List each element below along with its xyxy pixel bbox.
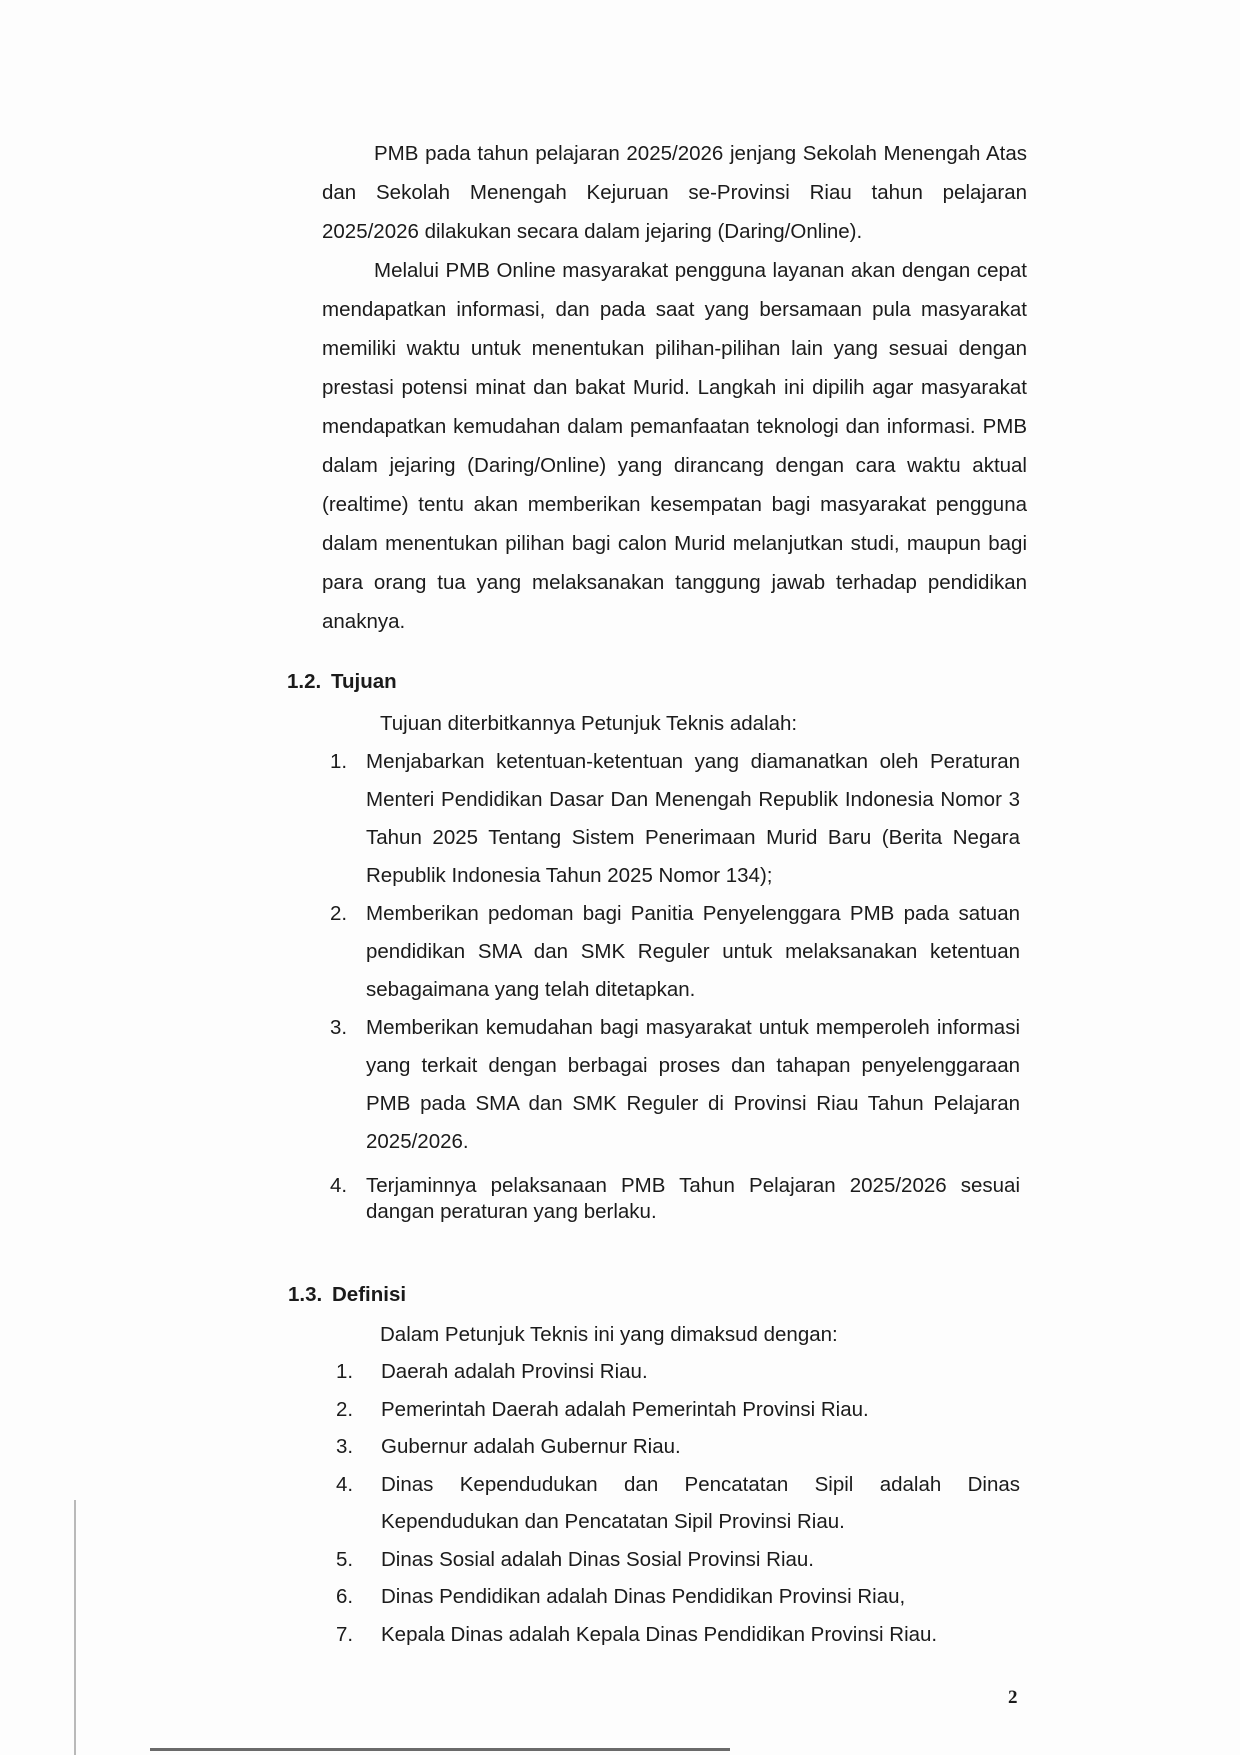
list-number: 2. — [336, 1397, 354, 1421]
section-number: 1.3. — [288, 1283, 323, 1306]
list-item — [336, 1353, 1020, 1391]
list-text: Pemerintah Daerah adalah Pemerintah Provinsi Riau. — [381, 1397, 869, 1421]
list-number: 3. — [336, 1435, 354, 1458]
page-number: 2 — [1008, 1687, 1018, 1708]
list-text: Dinas Kependudukan dan Pencatatan Sipil adalah Dinas Kependudukan dan Pencatatan Sipil Provinsi Riau. — [381, 1472, 1020, 1533]
list-text: Dinas Sosial adalah Dinas Sosial Provinsi Riau. — [381, 1547, 814, 1571]
list-text: Gubernur adalah Gubernur Riau. — [381, 1435, 681, 1458]
list-text: Memberikan pedoman bagi Panitia Penyelenggara PMB pada satuan pendidikan SMA dan SMK Reguler untuk melaksanakan ketentuan sebagaimana yang telah ditetapkan. — [366, 902, 1020, 1001]
list-text: Kepala Dinas adalah Kepala Dinas Pendidikan Provinsi Riau. — [381, 1622, 938, 1646]
list-item — [330, 1173, 1020, 1225]
section-title: Definisi — [332, 1283, 407, 1306]
list-number: 4. — [330, 1174, 348, 1197]
list-number: 3. — [330, 1016, 348, 1039]
paragraph-intro-2: Melalui PMB Online masyarakat pengguna layanan akan dengan cepat mendapatkan informasi, dan pada saat yang bersamaan pula masyarakat memiliki waktu untuk menentukan pilihan-pilihan lain yang sesuai dengan prestasi potensi minat dan bakat Murid. Langkah ini dipilih agar masyarakat mendapatkan kemudahan dalam pemanfaatan teknologi dan informasi. PMB dalam jejaring (Daring/Online) yang dirancang dengan cara waktu aktual (realtime) tentu akan memberikan kesempatan bagi masyarakat pengguna dalam menentukan pilihan bagi calon Murid melanjutkan studi, maupun bagi para orang tua yang melaksanakan tanggung jawab terhadap pendidikan anaknya. — [322, 259, 1027, 633]
section-heading-definisi — [288, 1283, 406, 1307]
section-number: 1.2. — [287, 670, 322, 693]
list-number: 1. — [330, 750, 348, 773]
list-item — [330, 1009, 1020, 1161]
definisi-list — [336, 1353, 1020, 1653]
list-item — [336, 1428, 1020, 1466]
list-number: 2. — [330, 902, 348, 925]
list-item — [330, 895, 1020, 1009]
list-number: 5. — [336, 1547, 354, 1571]
scan-edge-left — [74, 1500, 76, 1755]
scan-edge-bottom — [150, 1748, 730, 1751]
list-number: 4. — [336, 1472, 354, 1496]
list-number: 6. — [336, 1585, 354, 1608]
tujuan-intro: Tujuan diterbitkannya Petunjuk Teknis adalah: — [380, 712, 798, 735]
section-title: Tujuan — [331, 670, 397, 693]
paragraph-intro-1: PMB pada tahun pelajaran 2025/2026 jenjang Sekolah Menengah Atas dan Sekolah Menengah Kejuruan se-Provinsi Riau tahun pelajaran 2025/2026 dilakukan secara dalam jejaring (Daring/Online). — [322, 142, 1027, 243]
section-heading-tujuan — [287, 670, 397, 694]
list-text: Daerah adalah Provinsi Riau. — [381, 1360, 648, 1383]
list-number: 1. — [336, 1360, 354, 1383]
definisi-intro: Dalam Petunjuk Teknis ini yang dimaksud dengan: — [380, 1323, 838, 1346]
list-item — [336, 1391, 1020, 1429]
list-text: Dinas Pendidikan adalah Dinas Pendidikan Provinsi Riau, — [381, 1585, 906, 1608]
list-text: Terjaminnya pelaksanaan PMB Tahun Pelajaran 2025/2026 sesuai dangan peraturan yang berlaku. — [366, 1174, 1020, 1223]
list-item — [336, 1616, 1020, 1654]
list-item — [336, 1541, 1020, 1579]
list-number: 7. — [336, 1622, 354, 1646]
list-text: Menjabarkan ketentuan-ketentuan yang diamanatkan oleh Peraturan Menteri Pendidikan Dasar Dan Menengah Republik Indonesia Nomor 3 Tahun 2025 Tentang Sistem Penerimaan Murid Baru (Berita Negara Republik Indonesia Tahun 2025 Nomor 134); — [366, 750, 1020, 887]
list-item — [336, 1466, 1020, 1541]
tujuan-list — [330, 743, 1020, 1225]
list-item — [336, 1578, 1020, 1616]
list-text: Memberikan kemudahan bagi masyarakat untuk memperoleh informasi yang terkait dengan berbagai proses dan tahapan penyelenggaraan PMB pada SMA dan SMK Reguler di Provinsi Riau Tahun Pelajaran 2025/2026. — [366, 1016, 1020, 1153]
list-item — [330, 743, 1020, 895]
